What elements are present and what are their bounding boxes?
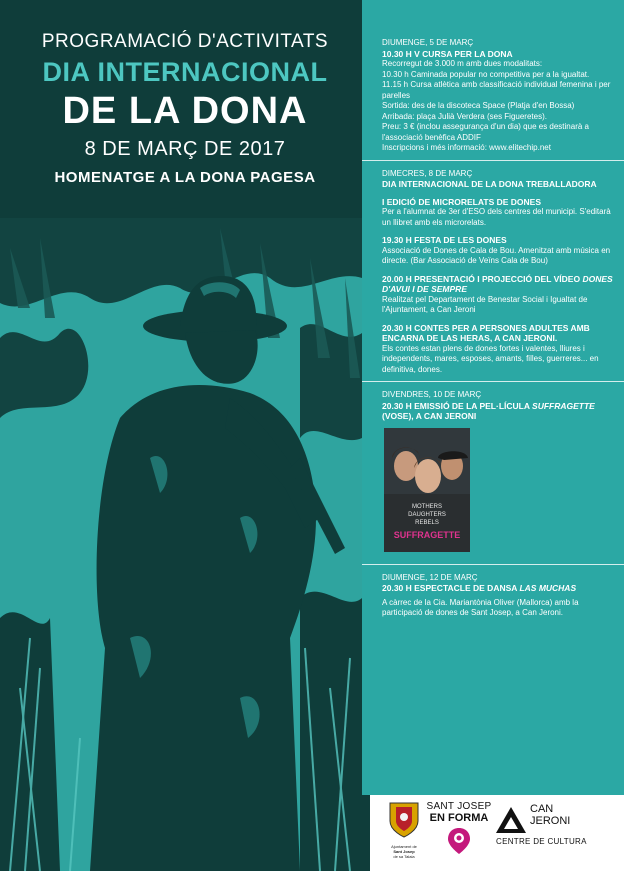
event-line: Sortida: des de la discoteca Space (Platja d'en Bossa) [382, 101, 575, 110]
event-line: Arribada: plaça Julià Verdera (ses Figueretes). [382, 111, 547, 121]
cj-logo-line1: CAN [530, 803, 554, 815]
event-title [382, 401, 614, 422]
event-title [382, 583, 614, 594]
event-subtitle-part: 20.00 H PRESENTACIÓ I PROJECCIÓ DEL VÍDEO [382, 273, 583, 284]
event-line: 10.30 h Caminada popular no competitiva per a la igualtat. [382, 69, 590, 79]
cj-logo-line3: CENTRE DE CULTURA [496, 837, 587, 846]
sant-josep-en-forma-logo [426, 801, 492, 861]
event-title-part: 20.30 H EMISSIÓ DE LA PEL·LÍCULA [382, 400, 533, 411]
ajuntament-text: Sant Josep [393, 849, 415, 854]
event-line: Preu: 3 € (inclou assegurança d'un dia) que es destinarà a l'associació benèfica ADDIF [382, 122, 589, 142]
divider [362, 381, 624, 382]
event-title: DIA INTERNACIONAL DE LA DONA TREBALLADORA [382, 179, 597, 189]
poster-tagline: MOTHERS [412, 503, 442, 510]
suffragette-poster [384, 428, 470, 552]
show-title: LAS MUCHAS [519, 583, 577, 593]
divider [362, 160, 624, 161]
header-line-de-la-dona: DE LA DONA [62, 90, 308, 132]
film-title: SUFFRAGETTE [532, 400, 595, 411]
event-line: 11.15 h Cursa atlètica amb classificació individual femenina i per parelles [382, 80, 611, 100]
event-description: Associació de Dones de Cala de Bou. Amenitzat amb música en directe. (Bar Associació de Veïns Cala de Bou) [382, 245, 611, 265]
event-date: DIUMENGE, 12 DE MARÇ [382, 572, 478, 582]
header-line-dia-internacional: DIA INTERNACIONAL [42, 57, 328, 87]
event-description: A càrrec de la Cia. Mariantònia Oliver (Mallorca) amb la participació de dones de Sant Josep, a Can Jeroni. [382, 597, 579, 617]
event-line: Inscripcions i més informació: www.elitechip.net [382, 143, 551, 152]
poster-tagline: REBELS [415, 519, 439, 526]
poster-art [384, 428, 470, 552]
ajuntament-text: Ajuntament de [391, 844, 417, 849]
sj-logo-line1: SANT JOSEP [426, 801, 492, 812]
event-date: DIUMENGE, 5 DE MARÇ [382, 38, 474, 47]
event-title: 10.30 H V CURSA PER LA DONA [382, 48, 513, 59]
footer-logos [370, 795, 624, 871]
triangle-logo-icon [494, 805, 528, 835]
event-wednesday-8 [382, 169, 614, 376]
event-description: Per a l'alumnat de 3er d'ESO dels centres del municipi. S'editarà un llibret amb els microrelats. [382, 207, 611, 227]
coat-of-arms-icon [386, 799, 422, 839]
event-description: Realitzat pel Departament de Benestar Social i Igualtat de l'Ajuntament, a Can Jeroni [382, 294, 588, 314]
event-title-part: 20.30 H ESPECTACLE DE DANSA [382, 583, 520, 593]
header-line-programacio: PROGRAMACIÓ D'ACTIVITATS [41, 31, 329, 52]
event-subtitle: I EDICIÓ DE MICRORELATS DE DONES [382, 196, 541, 207]
event-sunday-12 [382, 573, 614, 619]
divider [362, 564, 624, 565]
event-date: DIVENDRES, 10 DE MARÇ [382, 390, 482, 399]
ajuntament-logo [380, 799, 428, 859]
event-line: Recorregut de 3.000 m amb dues modalitats: [382, 59, 543, 68]
sj-logo-line2: EN FORMA [429, 812, 489, 824]
location-pin-icon [445, 826, 473, 856]
event-subtitle: 19.30 H FESTA DE LES DONES [382, 235, 507, 245]
poster-tagline: DAUGHTERS [408, 511, 446, 518]
event-title-part: (VOSE), A CAN JERONI [382, 411, 477, 421]
farmer-woman-photo [0, 218, 362, 871]
header-line-date: 8 DE MARÇ DE 2017 [84, 138, 286, 160]
event-description: Els contes estan plens de dones fortes i valentes, lliures i independents, mares, esposes, amants, filles, guerreres... en definitiva, dones. [382, 343, 599, 374]
event-sunday-5 [382, 38, 614, 154]
cj-logo-line2: JERONI [530, 815, 571, 827]
event-friday-10 [382, 390, 614, 552]
event-subtitle [382, 274, 614, 295]
ajuntament-text: de sa Talaia [393, 854, 415, 859]
event-date: DIMECRES, 8 DE MARÇ [382, 168, 473, 178]
poster-film-title: SUFFRAGETTE [393, 529, 461, 540]
video-title: DONES D'AVUI I DE SEMPRE [382, 273, 613, 294]
event-subtitle: 20.30 H CONTES PER A PERSONES ADULTES AMB ENCARNA DE LAS HERAS, A CAN JERONI. [382, 322, 590, 343]
poster-header [0, 30, 370, 188]
header-line-homenatge: HOMENATGE A LA DONA PAGESA [54, 169, 316, 186]
program-panel [362, 0, 624, 795]
